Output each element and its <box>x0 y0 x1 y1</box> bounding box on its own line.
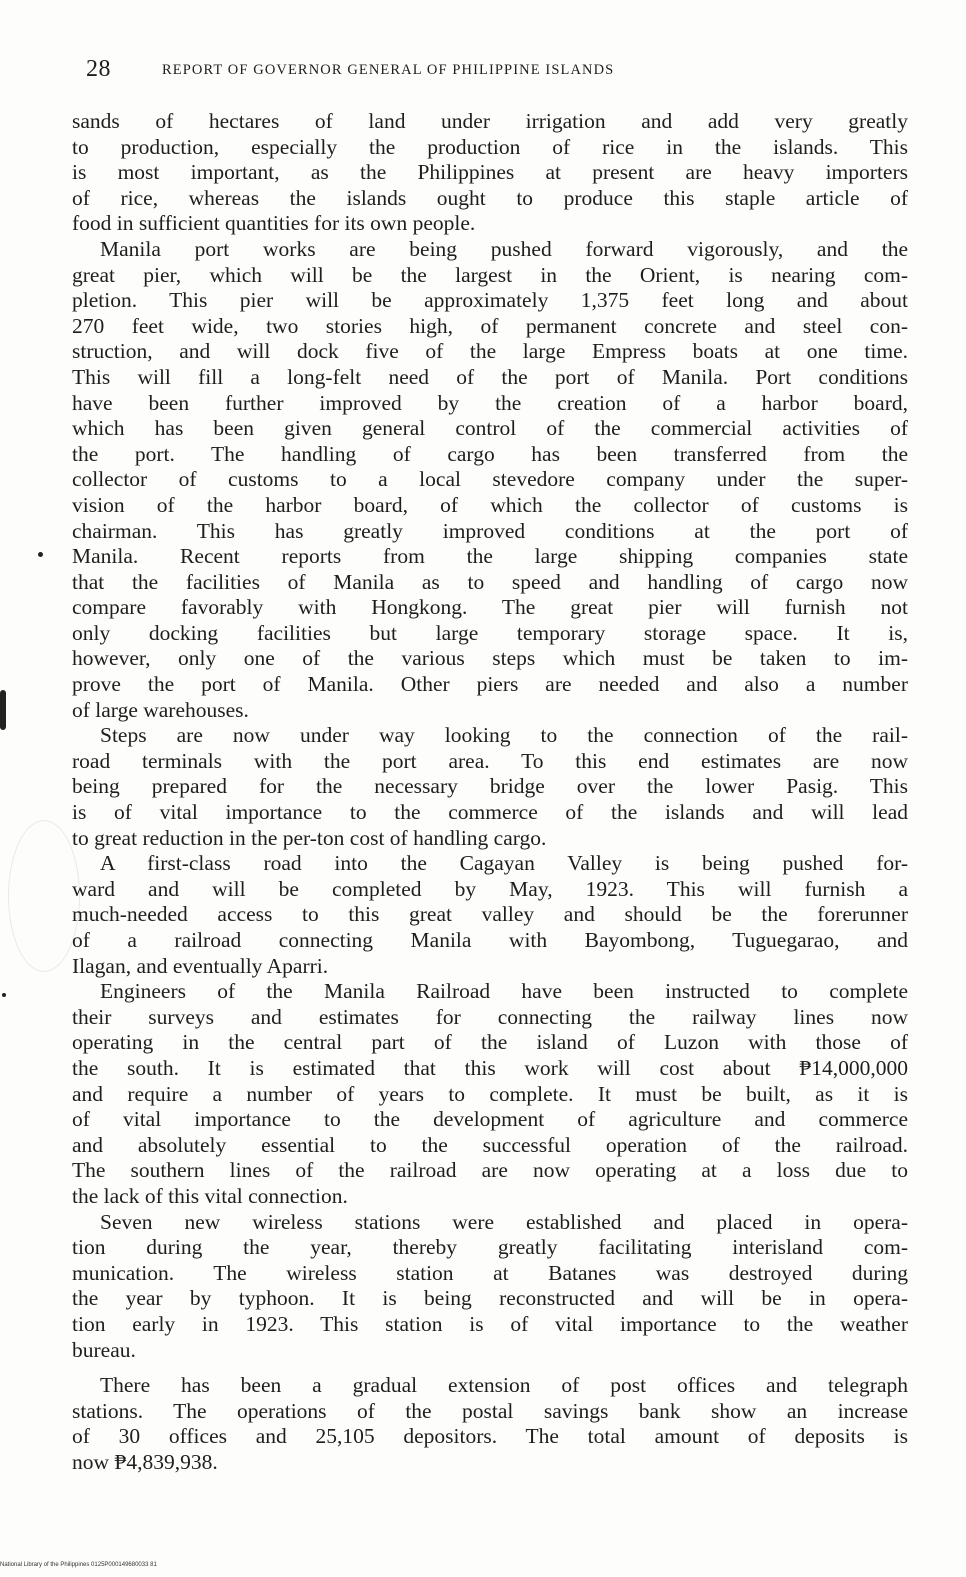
margin-dot-mark <box>2 993 6 997</box>
running-head <box>86 56 826 86</box>
text-line: compare favorably with Hongkong. The great pier will furnish not <box>72 595 908 620</box>
text-line: Manila port works are being pushed forward vigorously, and the <box>100 236 908 261</box>
page-number: 28 <box>86 56 111 82</box>
text-line: operating in the central part of the island of Luzon with those of <box>72 1030 908 1055</box>
text-line: being prepared for the necessary bridge over the lower Pasig. This <box>72 774 908 799</box>
footer-source-note: National Library of the Philippines 0125P000149680033 81 <box>0 1562 157 1568</box>
faded-library-stamp <box>8 820 80 972</box>
paragraph <box>72 979 908 1209</box>
paragraph-gap <box>72 1363 908 1373</box>
text-line: of a railroad connecting Manila with Bayombong, Tuguegarao, and <box>72 928 908 952</box>
text-line: collector of customs to a local stevedore company under the super- <box>72 467 908 492</box>
text-line: sands of hectares of land under irrigation and add very greatly <box>72 109 908 133</box>
text-line: munication. The wireless station at Batanes was destroyed during <box>72 1260 908 1285</box>
text-line: prove the port of Manila. Other piers are needed and also a number <box>72 672 908 697</box>
text-line: much-needed access to this great valley and should be the forerunner <box>72 902 908 927</box>
paragraph <box>72 109 908 237</box>
text-line: ward and will be completed by May, 1923. This will furnish a <box>72 876 908 901</box>
text-line: 270 feet wide, two stories high, of permanent concrete and steel con- <box>72 313 908 338</box>
text-line: stations. The operations of the postal savings bank show an increase <box>72 1398 908 1423</box>
text-line: This will fill a long-felt need of the port of Manila. Port conditions <box>72 364 908 389</box>
text-line: Steps are now under way looking to the connection of the rail- <box>100 723 908 748</box>
text-line: the port. The handling of cargo has been transferred from the <box>72 441 908 466</box>
text-line: struction, and will dock five of the large Empress boats at one time. <box>72 339 908 364</box>
text-line: however, only one of the various steps which must be taken to im- <box>72 646 908 671</box>
text-line: is of vital importance to the commerce of the islands and will lead <box>72 800 908 825</box>
text-line: to great reduction in the per-ton cost of handling cargo. <box>72 825 547 850</box>
text-line: A first-class road into the Cagayan Valley is being pushed for- <box>100 851 908 876</box>
text-line: only docking facilities but large temporary storage space. It is, <box>72 620 908 645</box>
text-line: Seven new wireless stations were established and placed in opera- <box>100 1209 908 1234</box>
text-line: food in sufficient quantities for its own people. <box>72 211 476 236</box>
text-line: the lack of this vital connection. <box>72 1183 348 1208</box>
margin-edge-mark <box>0 690 6 730</box>
running-head-title: REPORT OF GOVERNOR GENERAL OF PHILIPPINE ISLANDS <box>162 62 615 78</box>
text-line: The southern lines of the railroad are now operating at a loss due to <box>72 1158 908 1183</box>
text-line: of rice, whereas the islands ought to produce this staple article of <box>72 185 908 210</box>
text-line: which has been given general control of the commercial activities of <box>72 416 908 441</box>
text-line: have been further improved by the creation of a harbor board, <box>72 390 908 415</box>
text-line: There has been a gradual extension of post offices and telegraph <box>100 1373 908 1398</box>
paragraph <box>72 1210 908 1364</box>
paragraph <box>72 237 908 723</box>
text-line: chairman. This has greatly improved conditions at the port of <box>72 518 908 543</box>
text-line: the year by typhoon. It is being reconstructed and will be in opera- <box>72 1286 908 1311</box>
text-line: Engineers of the Manila Railroad have been instructed to complete <box>100 979 908 1004</box>
text-line: of vital importance to the development of agriculture and commerce <box>72 1107 908 1132</box>
text-line: Ilagan, and eventually Aparri. <box>72 953 329 978</box>
text-line: tion early in 1923. This station is of vital importance to the weather <box>72 1311 908 1336</box>
text-line: tion during the year, thereby greatly facilitating interisland com- <box>72 1235 908 1260</box>
text-line: vision of the harbor board, of which the collector of customs is <box>72 492 908 517</box>
text-line: bureau. <box>72 1337 136 1362</box>
text-line: Manila. Recent reports from the large shipping companies state <box>72 544 908 569</box>
text-line: of 30 offices and 25,105 depositors. The total amount of deposits is <box>72 1424 908 1449</box>
text-line: is most important, as the Philippines at present are heavy importers <box>72 160 908 185</box>
text-line: now ₱4,839,938. <box>72 1449 218 1474</box>
text-line: the south. It is estimated that this work will cost about ₱14,000,000 <box>72 1055 908 1080</box>
text-line: and absolutely essential to the successful operation of the railroad. <box>72 1132 908 1157</box>
margin-dot-mark <box>38 552 43 557</box>
text-line: pletion. This pier will be approximately 1,375 feet long and about <box>72 288 908 313</box>
text-line: and require a number of years to complete. It must be built, as it is <box>72 1081 908 1106</box>
text-line: of large warehouses. <box>72 697 249 722</box>
text-line: their surveys and estimates for connecting the railway lines now <box>72 1004 908 1029</box>
text-line: that the facilities of Manila as to speed and handling of cargo now <box>72 569 908 594</box>
text-line: road terminals with the port area. To this end estimates are now <box>72 748 908 773</box>
paragraph <box>72 1373 908 1475</box>
paragraph <box>72 851 908 979</box>
text-line: great pier, which will be the largest in the Orient, is nearing com- <box>72 262 908 287</box>
paragraph <box>72 723 908 851</box>
text-line: to production, especially the production of rice in the islands. This <box>72 134 908 159</box>
body-text <box>72 109 908 1475</box>
